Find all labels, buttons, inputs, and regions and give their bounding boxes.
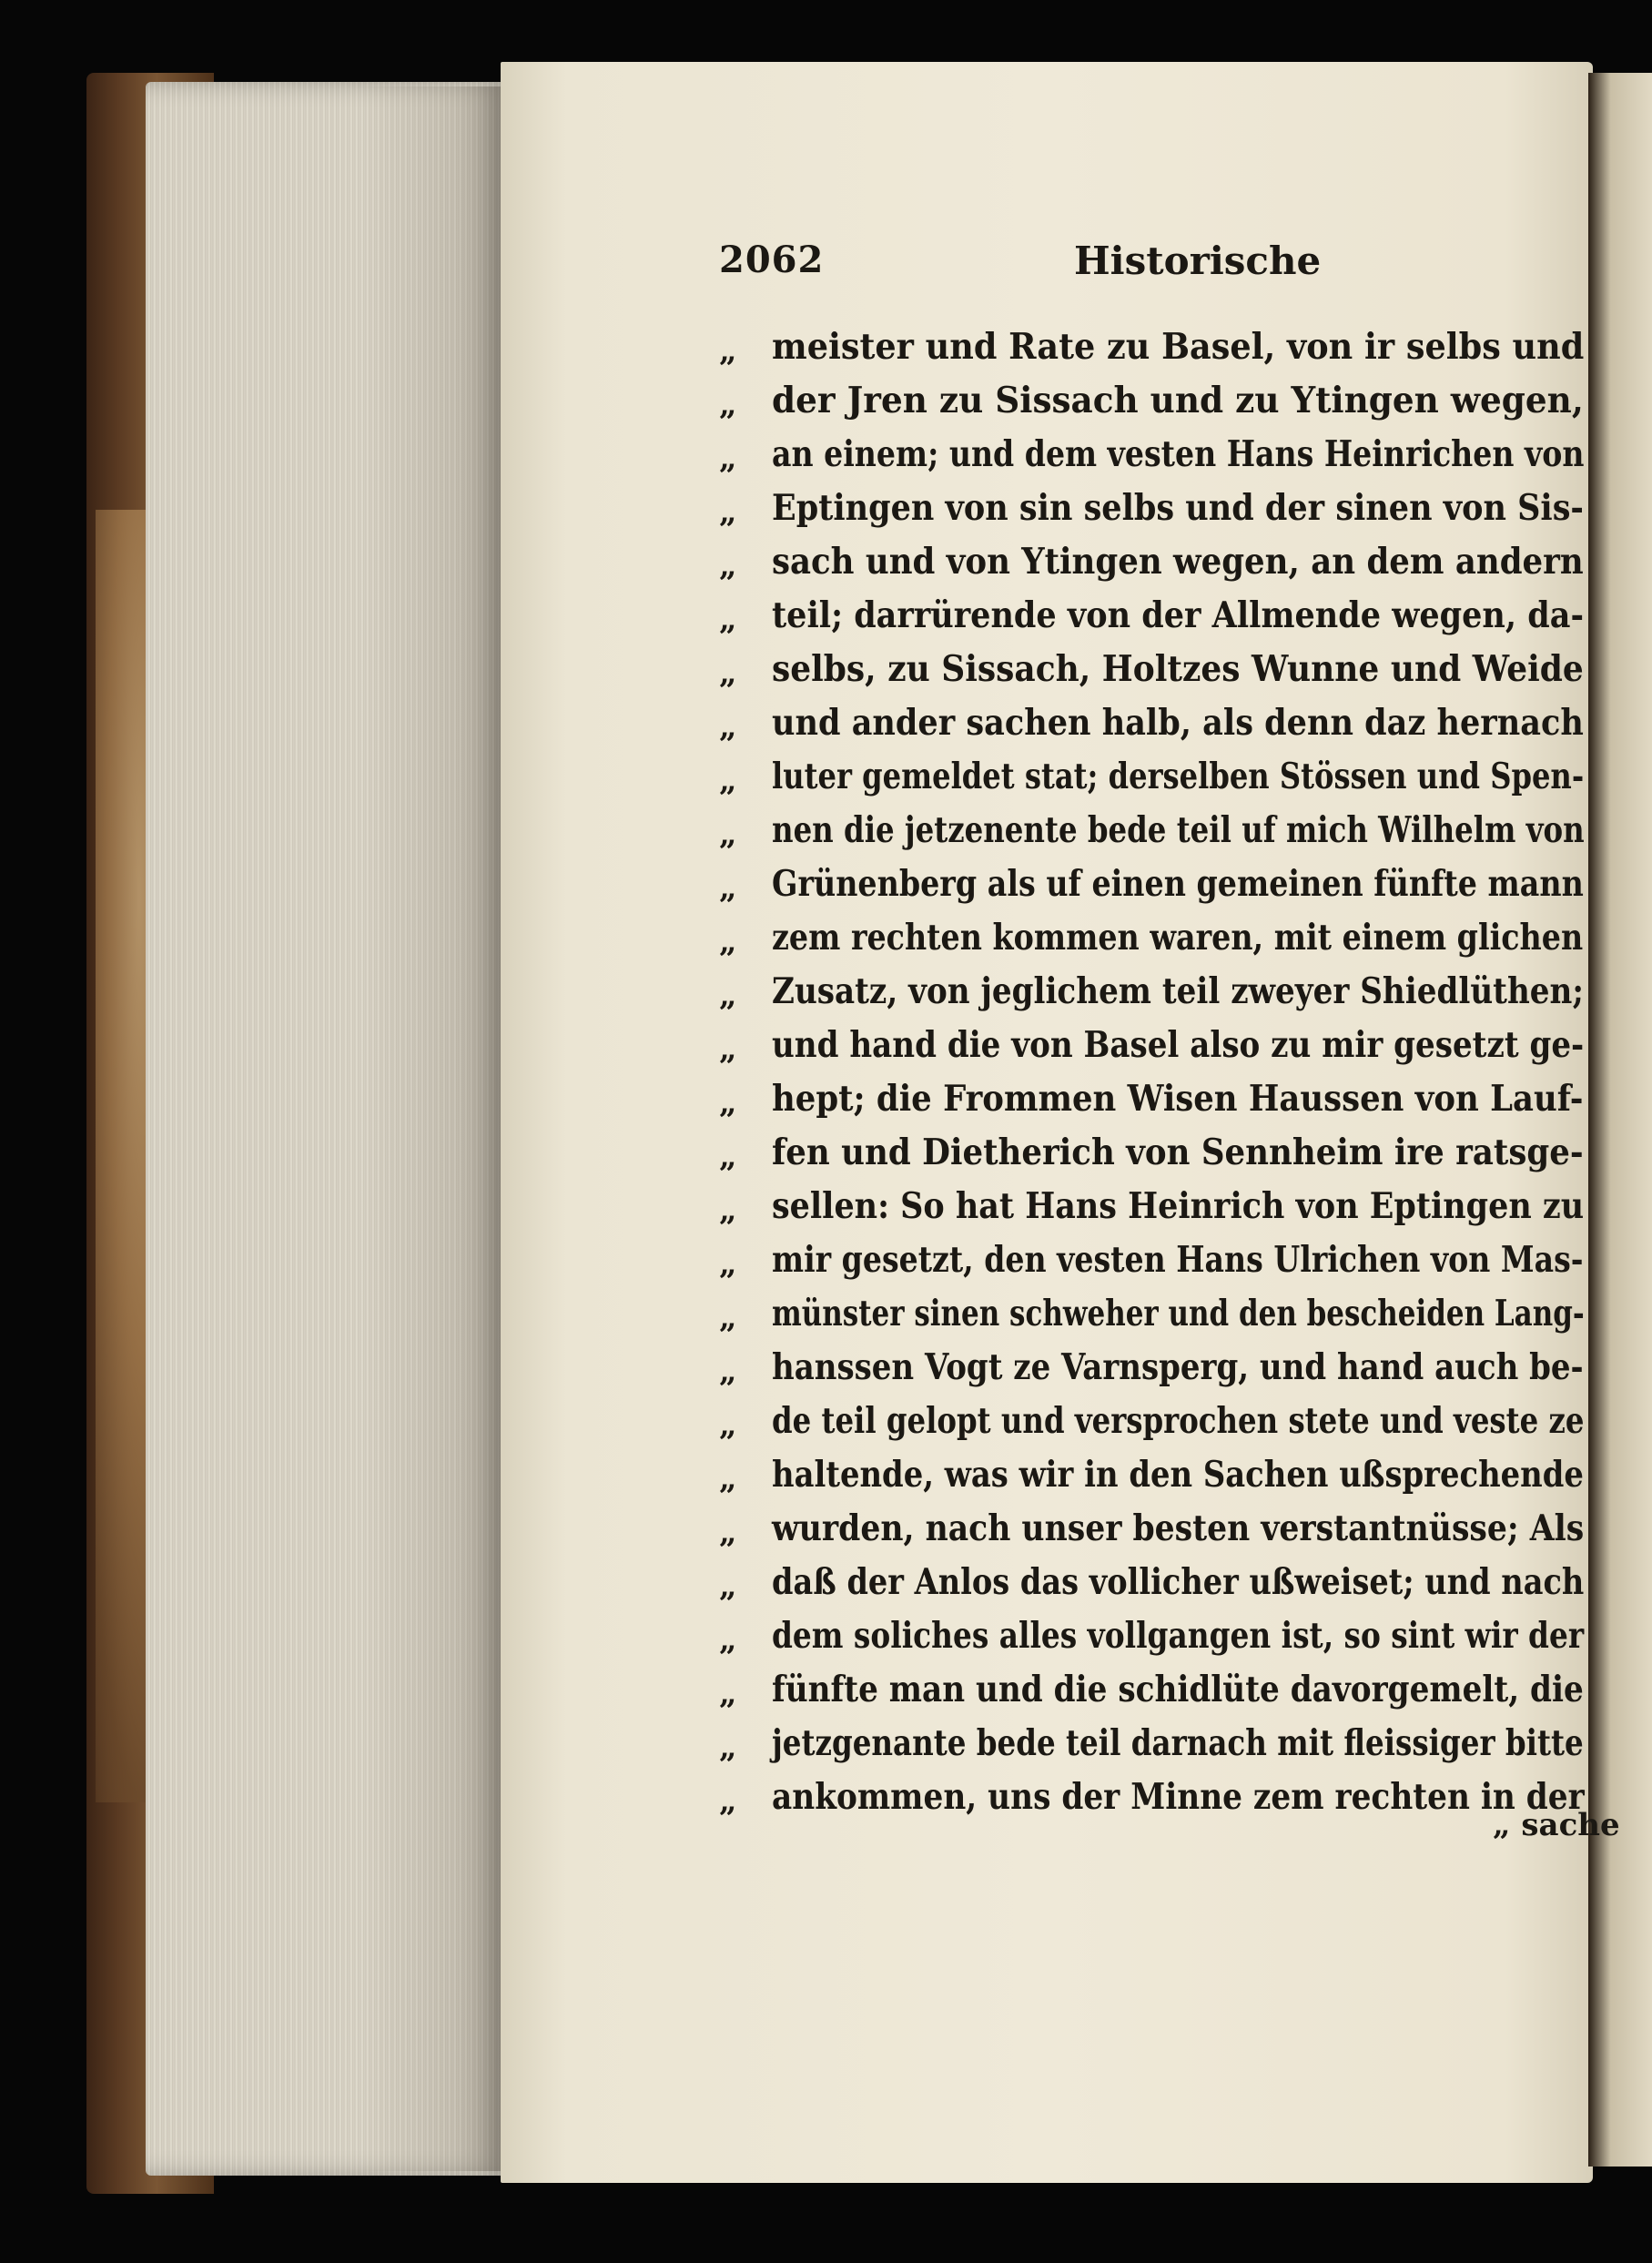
- quote-mark: „: [719, 1461, 737, 1497]
- text-line: [719, 863, 1584, 917]
- quote-mark: „: [719, 709, 737, 746]
- quote-mark: „: [719, 602, 737, 638]
- text-line: [719, 594, 1584, 648]
- quote-mark: „: [719, 1085, 737, 1121]
- line-text: ankommen, uns der Minne zem rechten in der: [772, 1776, 1585, 1818]
- text-line: [719, 1507, 1584, 1561]
- line-text: haltende, was wir in den Sachen ußsprechende: [772, 1454, 1584, 1496]
- line-text: der Jren zu Sissach und zu Ytingen wegen,: [772, 380, 1584, 421]
- text-block: [719, 326, 1584, 1830]
- page-header: [719, 238, 1593, 293]
- line-text: nen die jetzenente bede teil uf mich Wilhelm von: [772, 809, 1585, 851]
- text-line: [719, 1561, 1584, 1615]
- text-line: [719, 1132, 1584, 1185]
- quote-mark: „: [719, 441, 737, 477]
- text-line: [719, 809, 1584, 863]
- line-text: de teil gelopt und versprochen stete und veste ze: [772, 1400, 1585, 1442]
- text-line: [719, 326, 1584, 380]
- page-number: 2062: [719, 238, 825, 281]
- line-text: mir gesetzt, den vesten Hans Ulrichen von Mas-: [772, 1239, 1584, 1281]
- quote-mark: „: [719, 1515, 737, 1551]
- quote-mark: „: [719, 1246, 737, 1283]
- text-line: [719, 380, 1584, 433]
- line-text: fen und Dietherich von Sennheim ire ratsge-: [772, 1132, 1584, 1173]
- text-line: [719, 756, 1584, 809]
- line-text: münster sinen schweher und den bescheiden Lang-: [772, 1293, 1585, 1334]
- quote-mark: „: [719, 387, 737, 423]
- quote-mark: „: [719, 1568, 737, 1605]
- gutter-shadow: [360, 86, 519, 2171]
- quote-mark: „: [719, 548, 737, 584]
- line-text: selbs, zu Sissach, Holtzes Wunne und Weide: [772, 648, 1584, 690]
- line-text: an einem; und dem vesten Hans Heinrichen von: [772, 433, 1585, 475]
- quote-mark: „: [719, 1354, 737, 1390]
- quote-mark: „: [719, 1407, 737, 1444]
- text-line: [719, 970, 1584, 1024]
- line-text: meister und Rate zu Basel, von ir selbs und: [772, 326, 1585, 368]
- text-line: [719, 1185, 1584, 1239]
- text-line: [719, 1024, 1584, 1078]
- text-line: [719, 433, 1584, 487]
- quote-mark: „: [719, 1622, 737, 1659]
- text-line: [719, 648, 1584, 702]
- catchword: „ sache: [1493, 1807, 1620, 1843]
- text-line: [719, 541, 1584, 594]
- line-text: und ander sachen halb, als denn daz hernach: [772, 702, 1584, 744]
- line-text: teil; darrürende von der Allmende wegen, da-: [772, 594, 1584, 636]
- quote-mark: „: [719, 870, 737, 907]
- quote-mark: „: [719, 817, 737, 853]
- quote-mark: „: [719, 655, 737, 692]
- line-text: zem rechten kommen waren, mit einem glichen: [772, 917, 1584, 959]
- running-title: Historische: [1074, 238, 1322, 283]
- quote-mark: „: [719, 1730, 737, 1766]
- text-line: [719, 1669, 1584, 1722]
- line-text: sellen: So hat Hans Heinrich von Eptingen zu: [772, 1185, 1585, 1227]
- text-line: [719, 1776, 1584, 1830]
- text-line: [719, 917, 1584, 970]
- text-line: [719, 1400, 1584, 1454]
- facing-page-edge: [1588, 73, 1652, 2167]
- line-text: Zusatz, von jeglichem teil zweyer Shiedlüthen;: [772, 970, 1584, 1012]
- text-line: [719, 1293, 1584, 1346]
- quote-mark: „: [719, 1300, 737, 1336]
- quote-mark: „: [719, 924, 737, 960]
- quote-mark: „: [719, 1676, 737, 1712]
- quote-mark: „: [719, 978, 737, 1014]
- text-line: [719, 1454, 1584, 1507]
- line-text: fünfte man und die schidlüte davorgemelt, die: [772, 1669, 1584, 1710]
- quote-mark: „: [719, 1783, 737, 1820]
- line-text: jetzgenante bede teil darnach mit fleissiger bitte: [772, 1722, 1584, 1764]
- text-line: [719, 1078, 1584, 1132]
- text-line: [719, 487, 1584, 541]
- line-text: Grünenberg als uf einen gemeinen fünfte mann: [772, 863, 1584, 905]
- line-text: hept; die Frommen Wisen Haussen von Lauf-: [772, 1078, 1584, 1120]
- quote-mark: „: [719, 1031, 737, 1068]
- text-line: [719, 1615, 1584, 1669]
- text-line: [719, 702, 1584, 756]
- text-line: [719, 1346, 1584, 1400]
- quote-mark: „: [719, 494, 737, 531]
- quote-mark: „: [719, 1192, 737, 1229]
- text-line: [719, 1722, 1584, 1776]
- line-text: wurden, nach unser besten verstantnüsse; Als: [772, 1507, 1585, 1549]
- line-text: daß der Anlos das vollicher ußweiset; und nach: [772, 1561, 1585, 1603]
- line-text: luter gemeldet stat; derselben Stössen und Spen-: [772, 756, 1585, 797]
- quote-mark: „: [719, 333, 737, 370]
- text-line: [719, 1239, 1584, 1293]
- line-text: Eptingen von sin selbs und der sinen von Sis-: [772, 487, 1584, 529]
- line-text: sach und von Ytingen wegen, an dem andern: [772, 541, 1584, 583]
- quote-mark: „: [719, 763, 737, 799]
- quote-mark: „: [719, 1139, 737, 1175]
- line-text: hanssen Vogt ze Varnsperg, und hand auch be-: [772, 1346, 1584, 1388]
- line-text: dem soliches alles vollgangen ist, so sint wir der: [772, 1615, 1585, 1657]
- line-text: und hand die von Basel also zu mir gesetzt ge-: [772, 1024, 1585, 1066]
